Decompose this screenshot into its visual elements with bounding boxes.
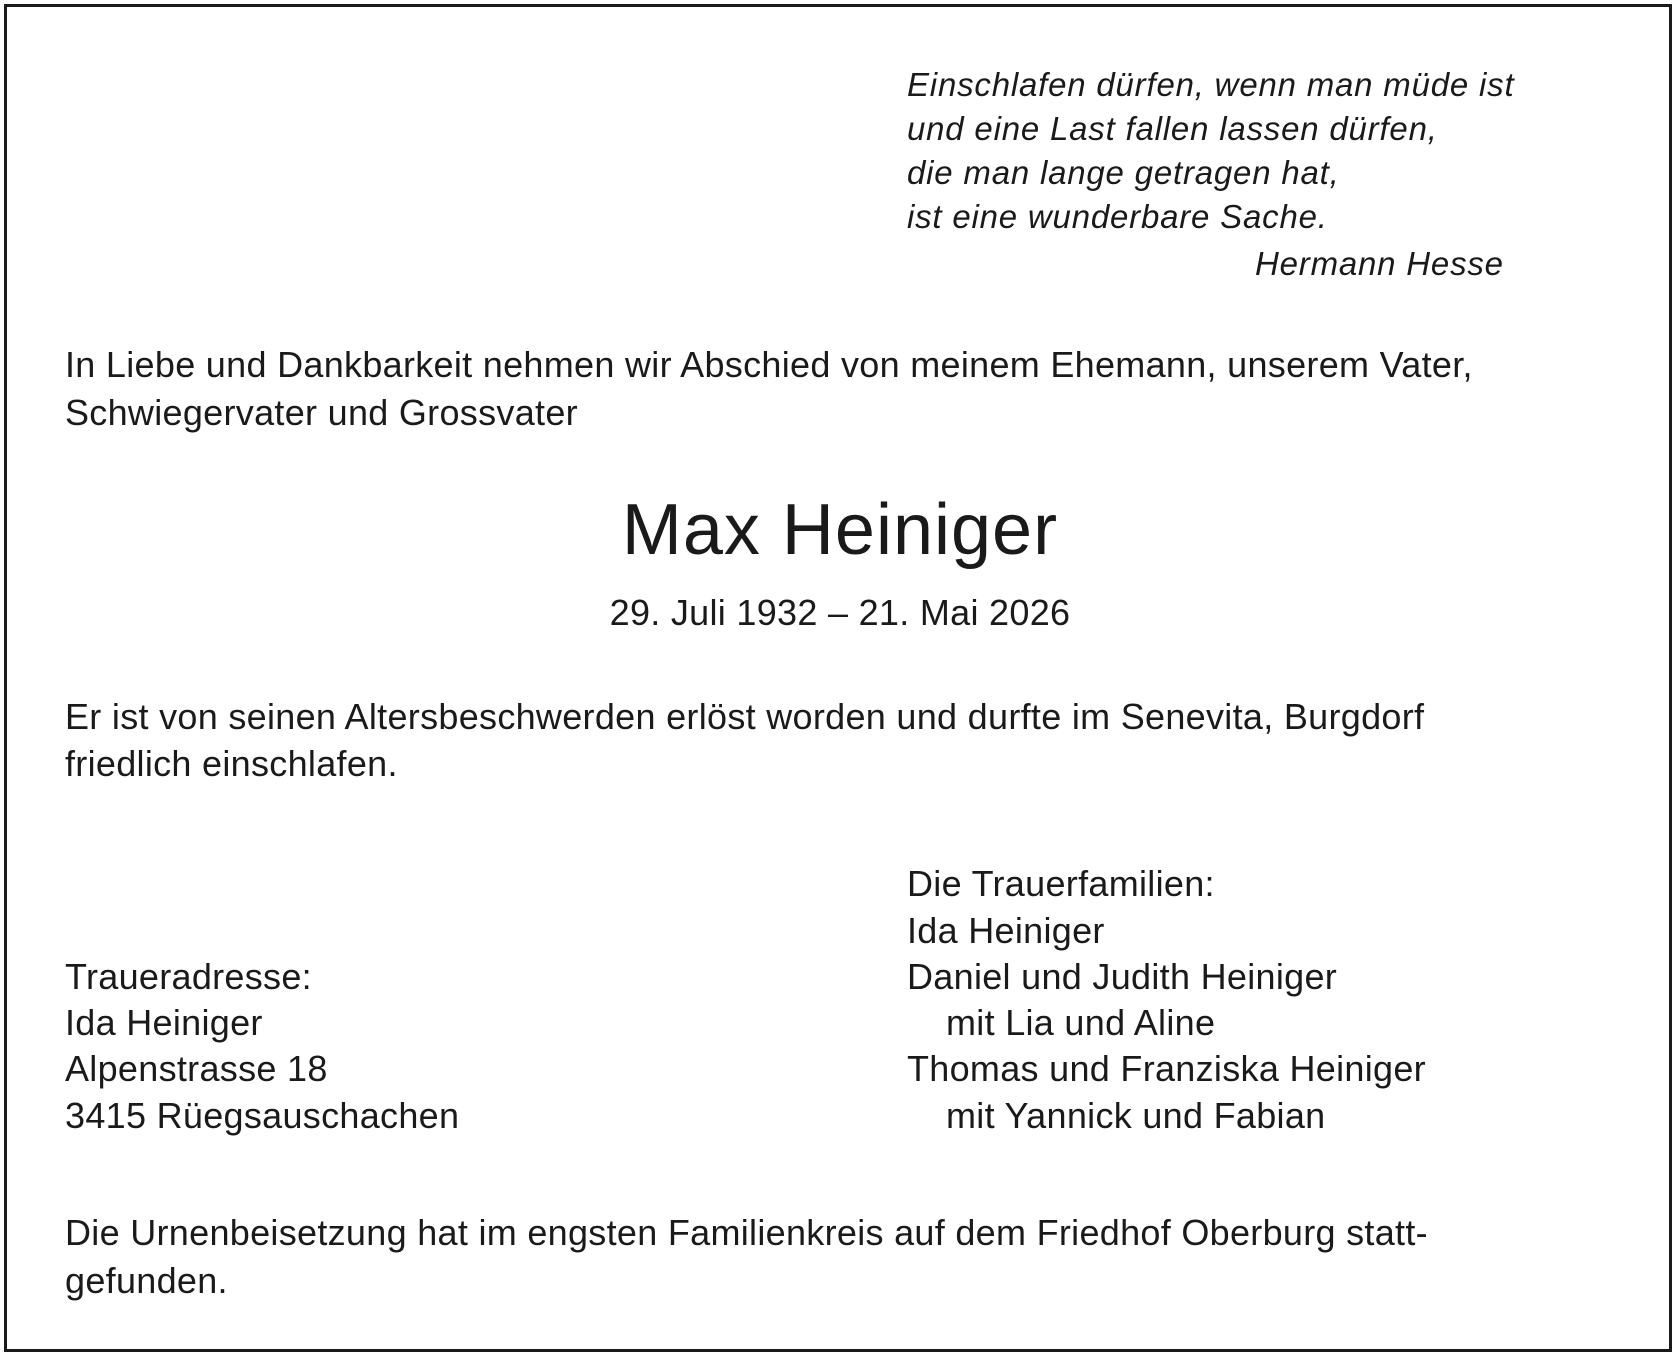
- family-member: mit Yannick und Fabian: [946, 1095, 1326, 1136]
- quote-line: die man lange getragen hat,: [907, 154, 1340, 191]
- quote-line: ist eine wunderbare Sache.: [907, 198, 1328, 235]
- family-member: Ida Heiniger: [907, 910, 1105, 951]
- burial-line: gefunden.: [65, 1260, 228, 1301]
- message-line: friedlich einschlafen.: [65, 743, 398, 784]
- deceased-name: Max Heiniger: [621, 490, 1059, 570]
- quote-line: Einschlafen dürfen, wenn man müde ist: [907, 66, 1515, 103]
- intro-line: Schwiegervater und Grossvater: [65, 392, 578, 433]
- family-member: Daniel und Judith Heiniger: [907, 956, 1338, 997]
- families-heading: Die Trauerfamilien:: [907, 863, 1215, 904]
- family-member: Thomas und Franziska Heiniger: [907, 1048, 1426, 1089]
- address-city: 3415 Rüegsauschachen: [65, 1095, 460, 1136]
- quote-author: Hermann Hesse: [1255, 245, 1504, 282]
- address-heading: Traueradresse:: [65, 956, 312, 997]
- message-line: Er ist von seinen Altersbeschwerden erlöst worden und durfte im Senevita, Burgdorf: [65, 696, 1425, 737]
- life-dates: 29. Juli 1932 – 21. Mai 2026: [609, 592, 1071, 633]
- intro-line: In Liebe und Dankbarkeit nehmen wir Abschied von meinem Ehemann, unserem Vater,: [65, 344, 1473, 385]
- address-street: Alpenstrasse 18: [65, 1048, 328, 1089]
- notice-frame: [4, 4, 1672, 1352]
- burial-line: Die Urnenbeisetzung hat im engsten Familienkreis auf dem Friedhof Oberburg statt-: [65, 1212, 1428, 1253]
- quote-line: und eine Last fallen lassen dürfen,: [907, 110, 1438, 147]
- family-member: mit Lia und Aline: [946, 1002, 1216, 1043]
- address-name: Ida Heiniger: [65, 1002, 263, 1043]
